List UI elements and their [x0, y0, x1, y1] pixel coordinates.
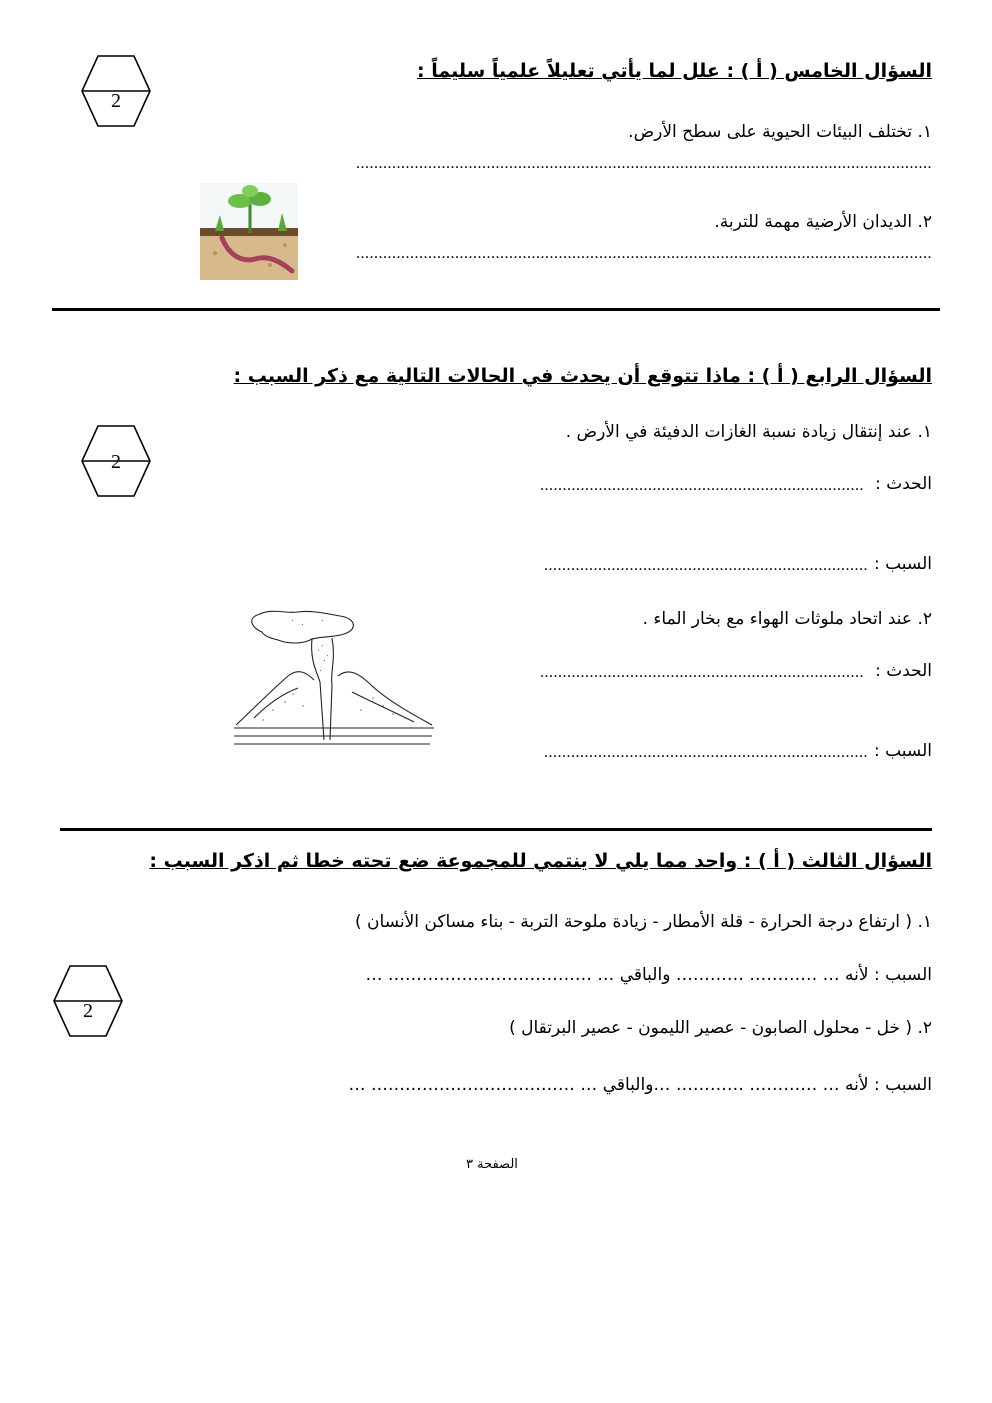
volcano-image [232, 610, 437, 755]
q4-item-1: ١. عند إنتقال زيادة نسبة الغازات الدفيئة في الأرض . [565, 422, 932, 442]
divider-1 [52, 308, 940, 311]
q3-reason-2: السبب : لأنه … ………… ………… …والباقي … ……………………………… … [348, 1075, 932, 1095]
q4-event-answer-2: ........................................................................ [540, 664, 864, 681]
q4-event-label-1: الحدث : [875, 474, 932, 494]
score-value: 2 [111, 90, 121, 112]
q4-event-answer-1: ........................................................................ [540, 477, 864, 494]
plant-earthworm-image [200, 183, 298, 280]
q4-reason-label-1: السبب : [873, 554, 932, 574]
score-value: 2 [83, 1000, 93, 1022]
divider-2 [60, 828, 932, 831]
q4-reason-answer-2: ........................................................................ [544, 744, 868, 761]
q4-reason-answer-1: ........................................................................ [544, 557, 868, 574]
score-value: 2 [111, 451, 121, 473]
score-hexagon-q3 [52, 964, 124, 1038]
q5-answer-line-1: ................................................................................................................................ [356, 155, 932, 172]
q3-title: السؤال الثالث ( أ ) : واحد مما يلي لا ينتمي للمجموعة ضع تحته خطا ثم اذكر السبب : [149, 850, 932, 872]
q5-answer-line-2: ................................................................................................................................ [356, 245, 932, 262]
q4-event-label-2: الحدث : [875, 661, 932, 681]
q3-item-1: ١. ( ارتفاع درجة الحرارة - قلة الأمطار - زيادة ملوحة التربة - بناء مساكن الأنسان ) [355, 912, 932, 932]
q4-reason-label-2: السبب : [873, 741, 932, 761]
q5-item-2: ٢. الديدان الأرضية مهمة للتربة. [714, 212, 932, 232]
q5-title: السؤال الخامس ( أ ) : علل لما يأتي تعليلاً علمياً سليماً : [417, 60, 932, 82]
q5-item-1: ١. تختلف البيئات الحيوية على سطح الأرض. [628, 122, 932, 142]
page-number: الصفحة ٣ [466, 1157, 518, 1172]
q3-item-2: ٢. ( خل - محلول الصابون - عصير الليمون - عصير البرتقال ) [509, 1018, 932, 1038]
score-hexagon-q5 [80, 54, 152, 128]
q4-item-2: ٢. عند اتحاد ملوثات الهواء مع بخار الماء . [642, 609, 932, 629]
score-hexagon-q4 [80, 424, 152, 498]
q3-reason-1: السبب : لأنه … ………… ………… والباقي … ……………………………… … [365, 965, 932, 985]
q4-title: السؤال الرابع ( أ ) : ماذا تتوقع أن يحدث في الحالات التالية مع ذكر السبب : [233, 365, 932, 387]
